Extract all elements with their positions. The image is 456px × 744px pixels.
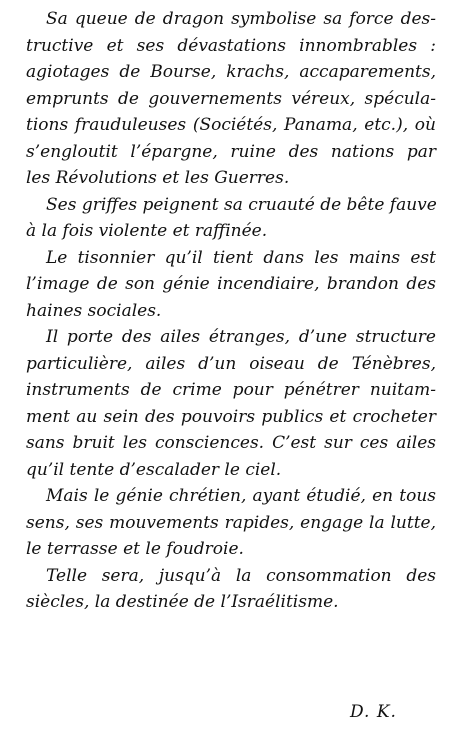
signature: D. K. bbox=[350, 702, 397, 722]
text-line: sans bruit les consciences. C’est sur ces ailes bbox=[26, 433, 436, 453]
paragraph-claws bbox=[26, 192, 436, 245]
paragraph-wings bbox=[26, 324, 436, 483]
text-line: le terrasse et le foudroie. bbox=[26, 539, 244, 559]
text-line: particulière, ailes d’un oiseau de Ténèbres, bbox=[26, 353, 436, 374]
paragraph-destiny bbox=[26, 563, 436, 616]
paragraph-dragon-tail bbox=[26, 6, 436, 192]
text-line: Ses griffes peignent sa cruauté de bête fauve bbox=[46, 194, 437, 215]
text-line: l’image de son génie incendiaire, brandon des bbox=[26, 274, 436, 294]
text-line: s’engloutit l’épargne, ruine des nations par bbox=[26, 141, 436, 162]
text-line: qu’il tente d’escalader le ciel. bbox=[26, 459, 282, 480]
text-line: haines sociales. bbox=[26, 300, 162, 321]
text-line: agiotages de Bourse, krachs, accaparements, bbox=[26, 62, 436, 82]
paragraph-christian-genius bbox=[26, 483, 436, 563]
text-line: Mais le génie chrétien, ayant étudié, en tous bbox=[46, 486, 436, 506]
document-body bbox=[26, 6, 436, 616]
text-line: Sa queue de dragon symbolise sa force des- bbox=[46, 9, 436, 29]
text-line: ment au sein des pouvoirs publics et crocheter bbox=[26, 406, 436, 427]
text-line: tions frauduleuses (Sociétés, Panama, etc.), où bbox=[26, 115, 436, 135]
text-line: Il porte des ailes étranges, d’une structure bbox=[46, 327, 436, 347]
text-line: Le tisonnier qu’il tient dans les mains est bbox=[46, 247, 436, 268]
text-line: instruments de crime pour pénétrer nuitam- bbox=[26, 380, 436, 400]
text-line: les Révolutions et les Guerres. bbox=[26, 168, 290, 188]
text-line: sens, ses mouvements rapides, engage la lutte, bbox=[26, 512, 436, 533]
text-line: tructive et ses dévastations innombrables : bbox=[26, 35, 436, 56]
paragraph-poker bbox=[26, 245, 436, 325]
text-line: emprunts de gouvernements véreux, spécula- bbox=[26, 88, 436, 109]
text-line: à la fois violente et raffinée. bbox=[26, 221, 268, 241]
text-line: Telle sera, jusqu’à la consommation des bbox=[46, 565, 436, 586]
text-line: siècles, la destinée de l’Israélitisme. bbox=[26, 592, 339, 612]
